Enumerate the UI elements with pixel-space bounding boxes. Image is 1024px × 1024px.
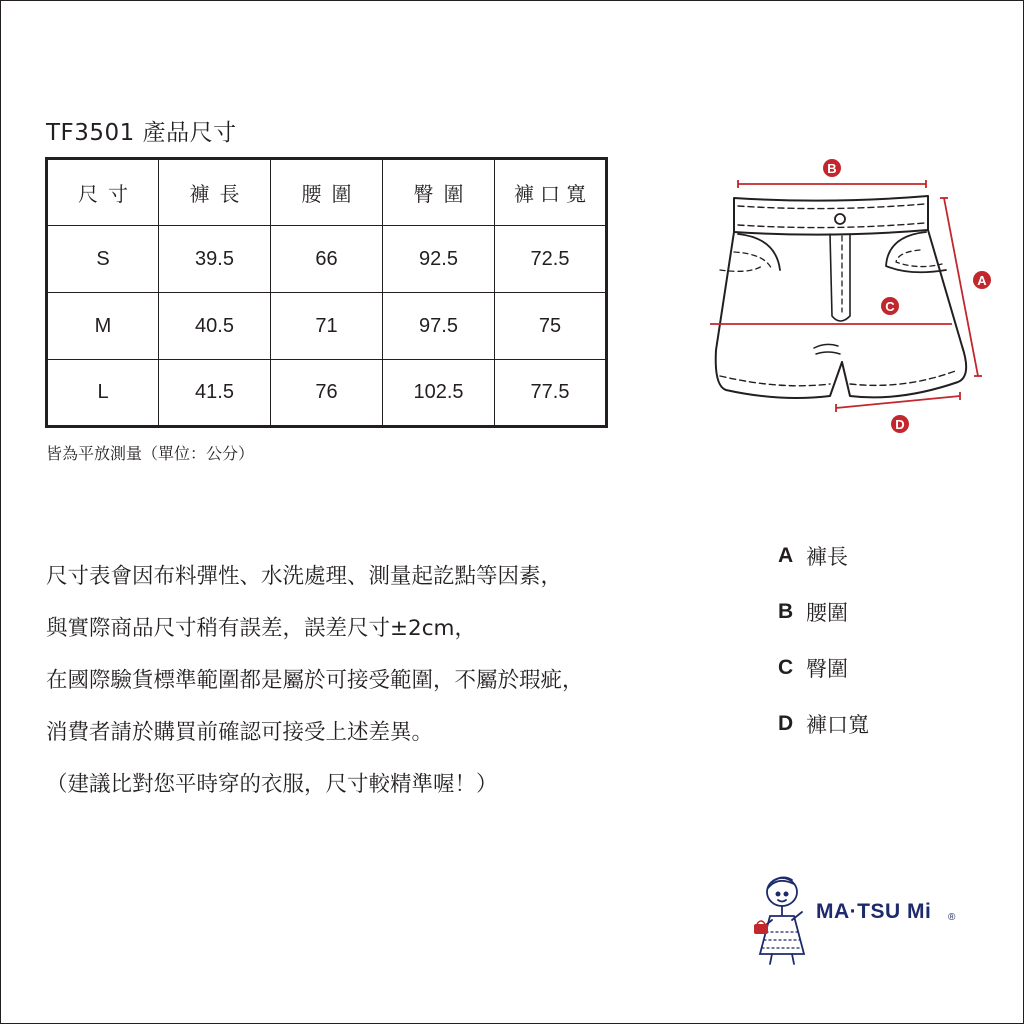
disclaimer-line: 在國際驗貨標準範圍都是屬於可接受範圍，不屬於瑕疵， xyxy=(46,668,584,693)
marker-b xyxy=(823,159,841,177)
disclaimer-line: （建議比對您平時穿的衣服，尺寸較精準喔！） xyxy=(46,772,498,797)
cell-size: S xyxy=(47,226,159,293)
svg-text:C: C xyxy=(885,299,895,314)
cell-waist: 66 xyxy=(271,226,383,293)
cell-size: L xyxy=(47,360,159,427)
svg-text:B: B xyxy=(827,161,837,176)
cell-leg-opening: 77.5 xyxy=(495,360,607,427)
measurement-legend xyxy=(778,528,869,752)
brand-mascot-logo xyxy=(748,872,814,966)
marker-a xyxy=(973,271,991,289)
svg-text:D: D xyxy=(895,417,905,432)
legend-item-c: C 臀圍 xyxy=(778,656,848,681)
table-row xyxy=(47,226,607,293)
cell-waist: 76 xyxy=(271,360,383,427)
cell-length: 39.5 xyxy=(159,226,271,293)
cell-waist: 71 xyxy=(271,293,383,360)
cell-hip: 92.5 xyxy=(383,226,495,293)
header-waist: 腰圍 xyxy=(271,159,383,226)
page-title: TF3501 產品尺寸 xyxy=(46,120,237,146)
brand-name: MA·TSU Mi xyxy=(816,900,932,923)
legend-item-d: D 褲口寬 xyxy=(778,712,869,737)
measurement-note: 皆為平放測量（單位：公分） xyxy=(46,444,255,463)
table-row xyxy=(47,293,607,360)
legend-item-b: B 腰圍 xyxy=(778,600,848,625)
registered-mark: ® xyxy=(948,912,956,923)
disclaimer-line: 尺寸表會因布料彈性、水洗處理、測量起訖點等因素， xyxy=(46,564,563,589)
cell-leg-opening: 75 xyxy=(495,293,607,360)
header-leg-opening: 褲口寬 xyxy=(495,159,607,226)
legend-item-a: A 褲長 xyxy=(778,544,848,569)
cell-size: M xyxy=(47,293,159,360)
disclaimer-line: 與實際商品尺寸稍有誤差，誤差尺寸±2cm， xyxy=(46,616,476,641)
header-size: 尺寸 xyxy=(47,159,159,226)
disclaimer-line: 消費者請於購買前確認可接受上述差異。 xyxy=(46,720,434,745)
size-disclaimer xyxy=(46,557,746,817)
header-hip: 臀圍 xyxy=(383,159,495,226)
shorts-diagram xyxy=(690,150,1000,440)
marker-c xyxy=(881,297,899,315)
size-table xyxy=(45,157,608,428)
cell-length: 40.5 xyxy=(159,293,271,360)
cell-hip: 102.5 xyxy=(383,360,495,427)
marker-d xyxy=(891,415,909,433)
cell-hip: 97.5 xyxy=(383,293,495,360)
table-row xyxy=(47,360,607,427)
cell-leg-opening: 72.5 xyxy=(495,226,607,293)
header-length: 褲長 xyxy=(159,159,271,226)
cell-length: 41.5 xyxy=(159,360,271,427)
svg-text:A: A xyxy=(977,273,987,288)
